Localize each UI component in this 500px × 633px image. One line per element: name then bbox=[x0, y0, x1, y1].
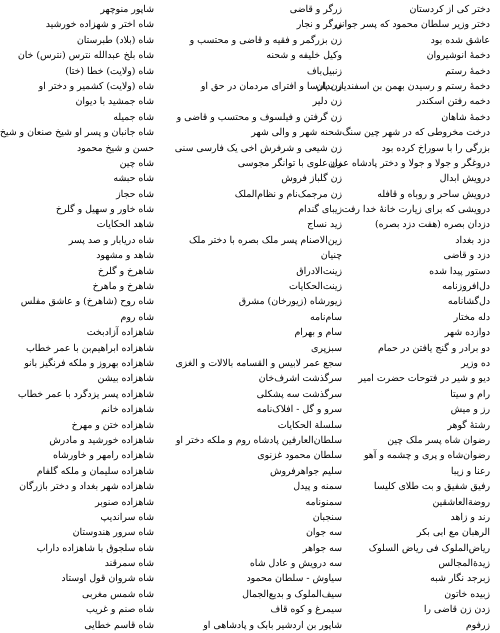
index-entry-col3: شاه بلخ عبدالله نترس (نترس) خان bbox=[17, 50, 154, 62]
index-entry-col3: شاه سراندیپ bbox=[100, 511, 154, 523]
index-entry-col1: ریاض‌الملوک فی ریاض السلوک bbox=[368, 542, 490, 554]
index-row bbox=[6, 217, 490, 232]
index-entry-col2: سیمرغ و کوه قاف bbox=[270, 604, 342, 616]
index-entry-col2: شحنه شهر و والی شهر bbox=[251, 127, 342, 139]
index-entry-col1: دخمهٔ شاهان bbox=[441, 111, 490, 123]
index-entry-col1: روضة‌العاشقین bbox=[432, 496, 490, 508]
index-entry-col1: زبیده خاتون bbox=[444, 588, 490, 600]
index-entry-col2: سنجبان bbox=[312, 511, 342, 523]
index-entry-col3: شاهرخ و ماهرخ bbox=[92, 281, 154, 293]
index-entry-col3: شاهزاده رامهر و خاورشاه bbox=[53, 450, 154, 462]
index-entry-col3: شاهزاده بیشن bbox=[97, 373, 154, 385]
index-entry-col2: زن مرجمک‌نام و نظام‌الملک bbox=[234, 188, 342, 200]
index-entry-col2: زن گلباز فروش bbox=[281, 173, 342, 185]
index-entry-col2: سرگذشت سه پشکلی bbox=[256, 388, 342, 400]
index-row bbox=[6, 17, 490, 32]
index-entry-col1: رز و میش bbox=[450, 404, 490, 416]
index-entry-col3: شاه (ولایت) خطا (ختا) bbox=[65, 65, 154, 77]
index-row bbox=[6, 156, 490, 171]
index-entry-col2: زرگر و قاضی bbox=[289, 4, 342, 15]
index-entry-col1: رشتهٔ گوهر bbox=[447, 419, 490, 431]
index-entry-col2: زن گرفتن و فیلسوف و محتسب و قاضی و bbox=[176, 111, 342, 123]
index-entry-col3: شاهزاده آزادبخت bbox=[86, 327, 154, 339]
index-entry-col3: شاهزاده خانم bbox=[101, 404, 154, 416]
index-entry-col2: سیاوش - سلطان محمود bbox=[246, 573, 342, 585]
index-row bbox=[6, 233, 490, 248]
index-entry-col1: عاشق شده بود bbox=[430, 34, 490, 46]
index-entry-col1: رعنا و زیبا bbox=[450, 465, 490, 477]
index-entry-col1: درویشی که برای زیارت خانهٔ خدا رفت bbox=[341, 204, 490, 216]
index-entry-col3: شاهرخ و گلرخ bbox=[97, 265, 154, 277]
index-row bbox=[6, 310, 490, 325]
index-entry-col1: رضوان‌شاه و پری و چشمه و آهو bbox=[363, 450, 490, 462]
index-entry-col2: زنبیل‌باف bbox=[306, 65, 342, 77]
index-entry-col2: چنیان bbox=[320, 250, 342, 262]
index-entry-col3: شاه سرور هندوستان bbox=[72, 527, 154, 539]
index-entry-col1: رضوان شاه پسر ملک چین bbox=[387, 434, 490, 446]
index-row bbox=[6, 79, 490, 94]
index-entry-col2: سبزپری bbox=[311, 342, 342, 354]
index-entry-col3: شاهزاده بهروز و ملکه فرنگیز بانو bbox=[24, 357, 154, 369]
index-row bbox=[6, 571, 490, 586]
index-row bbox=[6, 202, 490, 217]
index-entry-col1: الرهبان مع ابی بکر bbox=[416, 527, 490, 539]
index-entry-col1: زبرجد نگار شبه bbox=[430, 573, 490, 585]
index-row bbox=[6, 171, 490, 186]
index-row bbox=[6, 2, 490, 17]
index-entry-col2: سام و بهرام bbox=[294, 327, 342, 339]
index-entry-col3: شاهد الحکایات bbox=[96, 219, 154, 231]
index-entry-col1: دو برادر و گنج یافتن در حمام bbox=[377, 342, 490, 354]
index-row bbox=[6, 479, 490, 494]
index-row bbox=[6, 294, 490, 309]
index-entry-col3: شاه چین bbox=[119, 157, 154, 169]
index-row bbox=[6, 525, 490, 540]
index-row bbox=[6, 495, 490, 510]
index-entry-col3: شاه (بلاد) طبرستان bbox=[76, 34, 154, 46]
index-entry-col3: شاه روح (شاهرخ) و عاشق مفلس bbox=[20, 296, 154, 308]
index-row bbox=[6, 387, 490, 402]
index-entry-col1: زیدة‌المجالس bbox=[438, 558, 490, 570]
index-row bbox=[6, 402, 490, 417]
index-entry-col1: دخمه رفتن اسکندر bbox=[416, 96, 490, 108]
index-entry-col1: دختر وزیر سلطان محمود که پسر جوانی bbox=[334, 19, 490, 31]
index-row bbox=[6, 464, 490, 479]
index-entry-col2: سلیم جواهرفروش bbox=[270, 465, 342, 477]
index-row bbox=[6, 110, 490, 125]
index-entry-col3: شاه دریابار و صد پسر bbox=[68, 234, 154, 246]
index-entry-col3: شاهزاده سلیمان و ملکه گلفام bbox=[36, 465, 154, 477]
index-row bbox=[6, 48, 490, 63]
index-entry-col2: زین‌الاصنام پسر ملک بصره با دختر ملک bbox=[189, 234, 342, 246]
index-entry-col2: سه درویش و عادل شاه bbox=[249, 558, 342, 570]
index-entry-col2: سه جواهر bbox=[302, 542, 342, 554]
index-entry-col3: شاه اختر و شهزاده خورشید bbox=[45, 19, 154, 31]
index-entry-col2: سلسلة الحکایات bbox=[277, 419, 342, 431]
index-entry-col1: درخت مخروطی که در شهر چین سنگ bbox=[341, 127, 490, 139]
index-entry-col2: سجع عمر لابیس و القسامه بالالات و الغزی bbox=[175, 357, 342, 369]
index-entry-col3: شاهزاده ابراهیم‌بن با عمر خطاب bbox=[25, 342, 154, 354]
index-entry-col1: دخمهٔ رستم bbox=[445, 65, 490, 77]
index-entry-col1: رند و زاهد bbox=[450, 511, 490, 523]
index-entry-col1: زدن زن قاضی را bbox=[423, 604, 490, 616]
index-entry-col3: شاه جمیله bbox=[113, 111, 154, 123]
index-entry-col3: شاه جمشید با دیوان bbox=[75, 96, 154, 108]
index-entry-col2: شاپور بن اردشیر بابک و پادشاهی او bbox=[203, 619, 342, 631]
index-entry-col3: شاه سلجوق با شاهزاده داراب bbox=[36, 542, 154, 554]
index-entry-col3: شاه (ولایت) کشمیر و دختر او bbox=[38, 80, 154, 92]
index-entry-col3: شاهزاده شهر بغداد و دختر بازرگان bbox=[19, 481, 154, 493]
index-entry-col2: سرو و گل - افلاک‌نامه bbox=[256, 404, 342, 416]
index-entry-col1: رفیق شفیق و بت طلای کلیسا bbox=[373, 481, 490, 493]
index-entry-col2: سلطان‌العارفین پادشاه روم و ملکه دختر او bbox=[175, 434, 342, 446]
index-entry-col3: شاه خاور و سهیل و گلرخ bbox=[55, 204, 154, 216]
index-entry-col1: بزرگی را با سوراخ کرده بود bbox=[381, 142, 490, 154]
index-row bbox=[6, 325, 490, 340]
index-entry-col3: حسن و شیخ محمود bbox=[76, 142, 154, 154]
index-row bbox=[6, 602, 490, 617]
index-entry-col2: سیف‌الملوک و بدیع‌الجمال bbox=[242, 588, 342, 600]
index-entry-col3: شاهزاده صنوبر bbox=[95, 496, 154, 508]
index-entry-col2: زن پارسا و افترای مردمان در حق او bbox=[200, 80, 342, 92]
index-row bbox=[6, 141, 490, 156]
index-entry-col1: دزد و قاضی bbox=[443, 250, 490, 262]
index-entry-col2: زن بزرگمر و فقیه و قاضی و محتسب و bbox=[189, 34, 342, 46]
index-row bbox=[6, 433, 490, 448]
index-entry-col2: سرگذشت اشرف‌خان bbox=[258, 373, 342, 385]
index-entry-col3: شاهزاده ختن و مهرخ bbox=[71, 419, 154, 431]
index-row bbox=[6, 371, 490, 386]
index-entry-col3: شاه روم bbox=[120, 311, 154, 323]
index-entry-col2: زینت‌الادراق bbox=[296, 265, 342, 277]
index-row bbox=[6, 187, 490, 202]
index-entry-col2: سمنه و پیدل bbox=[293, 481, 342, 493]
index-row bbox=[6, 33, 490, 48]
index-entry-col3: شاه صنم و غریب bbox=[85, 604, 154, 616]
index-row bbox=[6, 356, 490, 371]
index-entry-col3: شاه حبشه bbox=[113, 173, 154, 185]
index-entry-col2: زینت‌الحکایات bbox=[288, 281, 342, 293]
index-entry-col1: دزد بغداد bbox=[455, 234, 490, 246]
index-entry-col2: سام‌نامه bbox=[309, 311, 342, 323]
index-row bbox=[6, 510, 490, 525]
index-row bbox=[6, 556, 490, 571]
index-entry-col2: زن شیعی و شرفرش اخی یک فارسی سنی bbox=[174, 142, 342, 154]
index-entry-col2: زرگر و نجار bbox=[296, 19, 342, 31]
index-entry-col3: شاه حجاز bbox=[116, 188, 154, 200]
index-row bbox=[6, 541, 490, 556]
index-entry-col2: سمنونامه bbox=[305, 496, 342, 508]
index-entry-col2: سلطان محمود غزنوی bbox=[257, 450, 342, 462]
index-entry-col1: دستور پیدا شده bbox=[429, 265, 490, 277]
index-entry-col2: زید نساج bbox=[307, 219, 342, 231]
index-entry-col2: زیورشاه (زیورخان) مشرق bbox=[238, 296, 342, 308]
index-row bbox=[6, 279, 490, 294]
index-entry-col1: درویش ساحر و روباه و قافله bbox=[377, 188, 490, 200]
index-row bbox=[0, 125, 490, 140]
index-row bbox=[6, 341, 490, 356]
index-entry-col2: سه جوان bbox=[306, 527, 342, 539]
index-row bbox=[6, 418, 490, 433]
index-entry-col1: درویش ابدال bbox=[439, 173, 490, 185]
index-entry-col3: شاه قاسم خطایی bbox=[84, 619, 154, 631]
index-entry-col3: شاه شمس مغربی bbox=[82, 588, 154, 600]
index-entry-col1: دل‌گشانامه bbox=[447, 296, 490, 308]
index-entry-col1: دزدان بصره (هفت دزد بصره) bbox=[374, 219, 490, 231]
index-row bbox=[6, 618, 490, 633]
index-row bbox=[6, 448, 490, 463]
index-entry-col3: شاه جانبان و پسر او شیخ صنعان و شیخ bbox=[0, 127, 154, 139]
index-entry-col3: شاهد و مشهود bbox=[96, 250, 154, 262]
index-entry-col3: شاه سمرقند bbox=[104, 558, 154, 570]
index-entry-col2: وکیل خلیفه و شحنه bbox=[266, 50, 342, 62]
index-entry-col1: دل‌افروزنامه bbox=[442, 281, 490, 293]
index-entry-col1: رام و سیتا bbox=[450, 388, 490, 400]
index-entry-col1: دوازده شهر bbox=[444, 327, 490, 339]
index-row bbox=[6, 248, 490, 263]
index-entry-col1: دخمهٔ رستم و رسیدن بهمن بن اسفندیار بدان bbox=[316, 80, 490, 92]
index-entry-col1: دیو و شیر در فتوحات حضرت امیر bbox=[358, 373, 490, 385]
index-entry-col2: زن علوی با توانگر مجوسی bbox=[237, 157, 342, 169]
index-row bbox=[6, 264, 490, 279]
index-entry-col1: ده وزیر bbox=[461, 357, 490, 369]
index-entry-col3: شاه شروان قول اوستاد bbox=[61, 573, 154, 585]
index-entry-col3: شاهزاده خورشید و مادرش bbox=[49, 434, 154, 446]
index-row bbox=[6, 94, 490, 109]
index-entry-col1: دخمهٔ انوشیروان bbox=[426, 50, 490, 62]
index-entry-col1: دختر کی از کردستان bbox=[409, 4, 490, 15]
index-entry-col2: زیبای گندام bbox=[298, 204, 342, 216]
index-entry-col3: شاهزاده پسر یزدگرد با عمر خطاب bbox=[17, 388, 154, 400]
index-entry-col1: دله مختار bbox=[453, 311, 490, 323]
index-entry-col1: زرفوم bbox=[465, 619, 490, 631]
index-entry-col2: زن دلیر bbox=[312, 96, 342, 108]
index-row bbox=[6, 64, 490, 79]
index-row bbox=[6, 587, 490, 602]
index-entry-col1: دروغگر و جولا و جولا و دختر پادشاه عمان bbox=[328, 157, 490, 169]
index-entry-col3: شاپور منوچهر bbox=[100, 4, 154, 15]
